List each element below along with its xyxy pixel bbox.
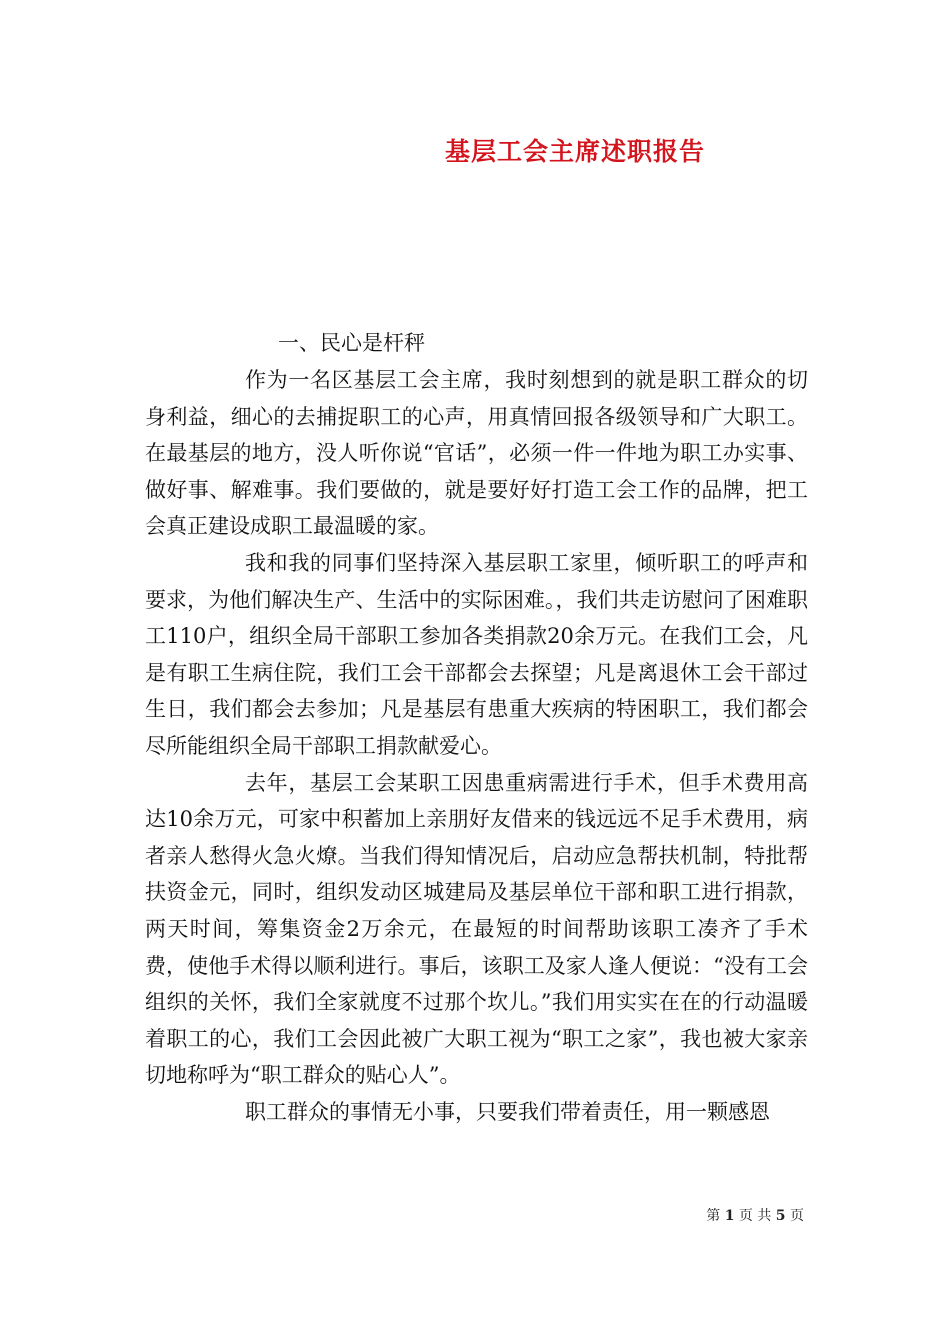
footer-middle: 页 共 <box>738 1208 772 1224</box>
page-title: 基层工会主席述职报告 <box>444 137 705 166</box>
current-page-number: 1 <box>724 1208 735 1224</box>
paragraph: 职工群众的事情无小事，只要我们带着责任，用一颗感恩 <box>245 1099 770 1124</box>
footer-suffix: 页 <box>790 1208 804 1224</box>
paragraph: 去年，基层工会某职工因患重病需进行手术，但手术费用高达10余万元，可家中积蓄加上亲朋好友借来的钱远远不足手术费用，病者亲人愁得火急火燎。当我们得知情况后，启动应急帮扶机制，特批帮扶资金元，同时，组织发动区城建局及基层单位干部和职工进行捐款，两天时间，筹集资金2万余元，在最短的时间帮助该职工凑齐了手术费，使他手术得以顺利进行。事后，该职工及家人逢人便说：“没有工会组织的关怀，我们全家就度不过那个坎儿。”我们用实实在在的行动温暖着职工的心，我们工会因此被广大职工视为“职工之家”，我也被大家亲切地称呼为“职工群众的贴心人”。 <box>145 770 808 1088</box>
footer-prefix: 第 <box>706 1208 721 1224</box>
page-number-footer <box>706 1205 804 1225</box>
section-heading: 一、民心是杆秤 <box>278 331 425 355</box>
paragraph: 作为一名区基层工会主席，我时刻想到的就是职工群众的切身利益，细心的去捕捉职工的心声，用真情回报各级领导和广大职工。在最基层的地方，没人听你说“官话”，必须一件一件地为职工办实事、做好事、解难事。我们要做的，就是要好好打造工会工作的品牌，把工会真正建设成职工最温暖的家。 <box>145 368 808 539</box>
total-pages-number: 5 <box>775 1208 786 1224</box>
body-text <box>145 362 808 1130</box>
paragraph: 我和我的同事们坚持深入基层职工家里，倾听职工的呼声和要求，为他们解决生产、生活中的实际困难。，我们共走访慰问了困难职工110户，组织全局干部职工参加各类捐款20余万元。在我们工会，凡是有职工生病住院，我们工会干部都会去探望；凡是离退休工会干部过生日，我们都会去参加；凡是基层有患重大疾病的特困职工，我们都会尽所能组织全局干部职工捐款献爱心。 <box>145 550 808 758</box>
